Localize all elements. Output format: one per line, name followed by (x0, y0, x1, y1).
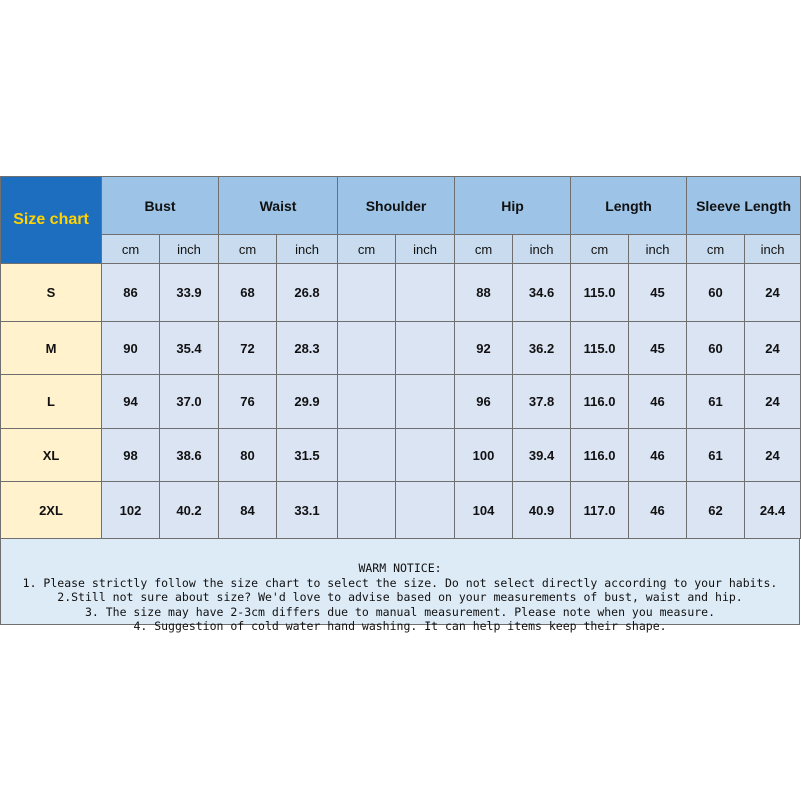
unit-header-row (1, 235, 801, 264)
measurement-cell: 24 (745, 322, 801, 375)
measurement-cell: 46 (629, 482, 687, 539)
measurement-cell: 40.9 (513, 482, 571, 539)
size-rows (1, 264, 801, 539)
unit-header: cm (571, 235, 629, 264)
measurement-cell: 60 (687, 322, 745, 375)
measurement-cell (396, 264, 455, 322)
measurement-cell (338, 482, 396, 539)
measurement-cell: 46 (629, 375, 687, 429)
unit-header: inch (396, 235, 455, 264)
group-header: Shoulder (338, 177, 455, 235)
measurement-cell: 61 (687, 375, 745, 429)
measurement-cell: 37.8 (513, 375, 571, 429)
measurement-cell: 92 (455, 322, 513, 375)
size-label: L (1, 375, 102, 429)
measurement-cell: 117.0 (571, 482, 629, 539)
measurement-cell: 45 (629, 264, 687, 322)
measurement-cell: 40.2 (160, 482, 219, 539)
measurement-cell (396, 322, 455, 375)
size-label: S (1, 264, 102, 322)
measurement-cell: 62 (687, 482, 745, 539)
measurement-cell: 80 (219, 429, 277, 482)
measurement-cell (338, 375, 396, 429)
notice-title: WARM NOTICE: (358, 561, 442, 575)
unit-header: cm (338, 235, 396, 264)
unit-header: cm (455, 235, 513, 264)
measurement-cell: 34.6 (513, 264, 571, 322)
group-header: Bust (102, 177, 219, 235)
measurement-cell: 98 (102, 429, 160, 482)
group-header: Waist (219, 177, 338, 235)
measurement-cell: 94 (102, 375, 160, 429)
measurement-cell: 61 (687, 429, 745, 482)
measurement-cell: 104 (455, 482, 513, 539)
size-label: 2XL (1, 482, 102, 539)
measurement-cell: 24 (745, 264, 801, 322)
measurement-cell: 76 (219, 375, 277, 429)
measurement-cell: 115.0 (571, 264, 629, 322)
measurement-cell: 84 (219, 482, 277, 539)
measurement-cell: 38.6 (160, 429, 219, 482)
unit-header: cm (102, 235, 160, 264)
size-table (0, 176, 801, 539)
measurement-cell: 68 (219, 264, 277, 322)
measurement-cell: 37.0 (160, 375, 219, 429)
measurement-cell: 115.0 (571, 322, 629, 375)
measurement-cell: 26.8 (277, 264, 338, 322)
measurement-cell: 24 (745, 375, 801, 429)
size-chart (0, 176, 800, 633)
measurement-cell: 116.0 (571, 429, 629, 482)
measurement-cell: 45 (629, 322, 687, 375)
unit-header: inch (513, 235, 571, 264)
group-header-row (1, 177, 801, 235)
size-chart-title: Size chart (1, 177, 102, 264)
warm-notice (0, 539, 800, 633)
notice-line: 3. The size may have 2-3cm differs due to manual measurement. Please note when you measure. (84, 604, 716, 619)
measurement-cell: 90 (102, 322, 160, 375)
group-header: Sleeve Length (687, 177, 801, 235)
measurement-cell (338, 264, 396, 322)
size-row (1, 482, 801, 539)
size-row (1, 264, 801, 322)
measurement-cell: 46 (629, 429, 687, 482)
measurement-cell: 24.4 (745, 482, 801, 539)
measurement-cell: 29.9 (277, 375, 338, 429)
measurement-cell (338, 429, 396, 482)
group-header: Hip (455, 177, 571, 235)
unit-header: inch (160, 235, 219, 264)
measurement-cell (396, 429, 455, 482)
measurement-cell: 96 (455, 375, 513, 429)
size-row (1, 375, 801, 429)
measurement-cell: 86 (102, 264, 160, 322)
measurement-cell: 72 (219, 322, 277, 375)
measurement-cell: 36.2 (513, 322, 571, 375)
notice-line: 1. Please strictly follow the size chart to select the size. Do not select directly according to your habits. (22, 575, 778, 590)
measurement-cell (396, 482, 455, 539)
unit-header: cm (687, 235, 745, 264)
measurement-cell: 60 (687, 264, 745, 322)
group-header: Length (571, 177, 687, 235)
measurement-cell: 24 (745, 429, 801, 482)
notice-line: 4. Suggestion of cold water hand washing. It can help items keep their shape. (133, 619, 667, 633)
measurement-cell: 88 (455, 264, 513, 322)
unit-header: inch (629, 235, 687, 264)
measurement-cell: 28.3 (277, 322, 338, 375)
measurement-cell: 33.1 (277, 482, 338, 539)
size-label: M (1, 322, 102, 375)
unit-header: inch (745, 235, 801, 264)
measurement-cell (396, 375, 455, 429)
size-row (1, 322, 801, 375)
measurement-cell: 102 (102, 482, 160, 539)
size-row (1, 429, 801, 482)
measurement-cell: 39.4 (513, 429, 571, 482)
measurement-cell: 35.4 (160, 322, 219, 375)
unit-header: inch (277, 235, 338, 264)
notice-line: 2.Still not sure about size? We'd love to advise based on your measurements of bust, waist and hip. (57, 590, 743, 604)
size-label: XL (1, 429, 102, 482)
measurement-cell: 116.0 (571, 375, 629, 429)
unit-header: cm (219, 235, 277, 264)
measurement-cell: 100 (455, 429, 513, 482)
measurement-cell (338, 322, 396, 375)
measurement-cell: 31.5 (277, 429, 338, 482)
measurement-cell: 33.9 (160, 264, 219, 322)
